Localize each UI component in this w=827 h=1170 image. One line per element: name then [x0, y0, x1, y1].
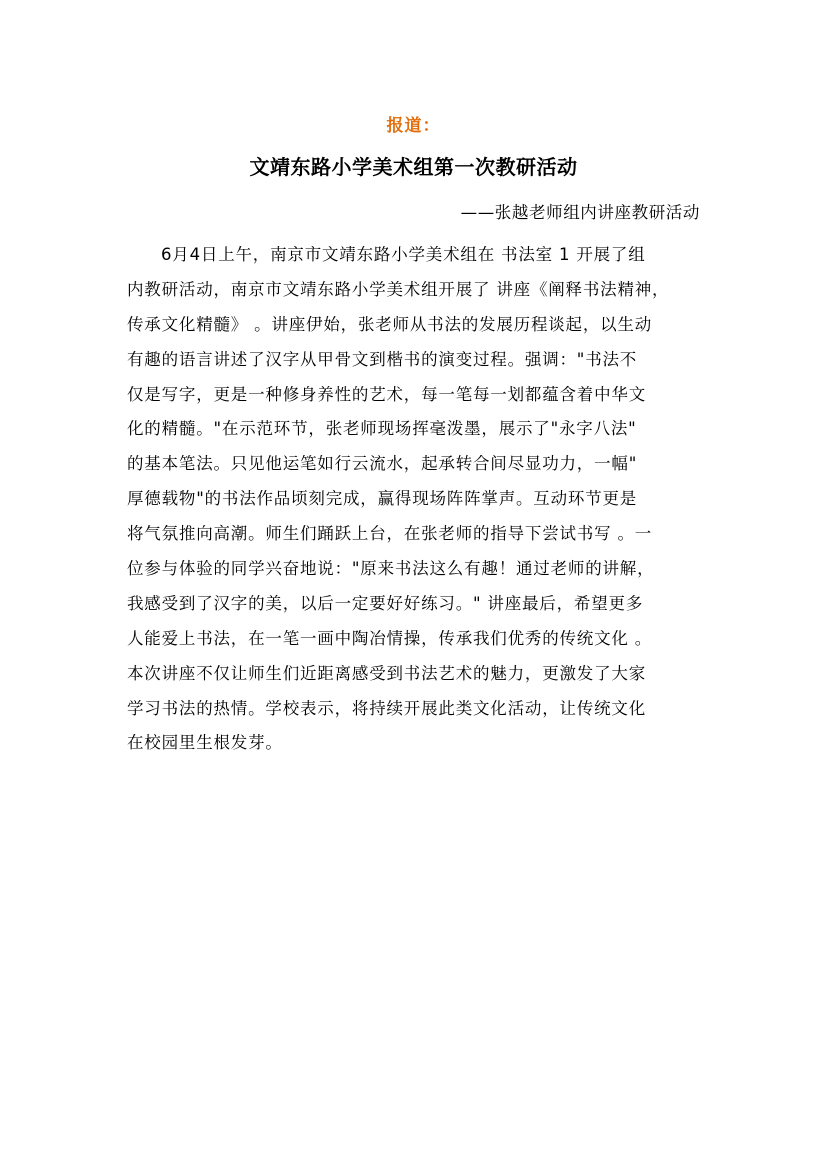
article-subtitle: ——张越老师组内讲座教研活动	[460, 203, 700, 222]
body-line: 厚德载物"的书法作品顷刻完成，赢得现场阵阵掌声。互动环节更是	[127, 489, 638, 509]
body-line: 人能爱上书法，在一笔一画中陶冶情操，传承我们优秀的传统文化 。	[127, 628, 653, 648]
article-title: 文靖东路小学美术组第一次教研活动	[249, 155, 578, 179]
body-line: 本次讲座不仅让师生们近距离感受到书法艺术的魅力，更激发了大家	[127, 663, 646, 683]
body-line: 仅是写字，更是一种修身养性的艺术，每一笔每一划都蕴含着中华文	[127, 384, 646, 404]
body-line: 的基本笔法。只见他运笔如行云流水，起承转合间尽显功力，一幅"	[127, 454, 638, 474]
article-body	[127, 238, 700, 761]
body-line: 位参与体验的同学兴奋地说："原来书法这么有趣！通过老师的讲解，	[127, 559, 655, 579]
body-line: 内教研活动，南京市文靖东路小学美术组开展了 讲座《阐释书法精神，	[127, 279, 670, 299]
body-line: 化的精髓。"在示范环节，张老师现场挥毫泼墨，展示了"永字八法"	[127, 419, 637, 439]
body-line: 学习书法的热情。学校表示，将持续开展此类文化活动，让传统文化	[127, 698, 646, 718]
report-label: 报道：	[386, 116, 441, 136]
body-line: 在校园里生根发芽。	[127, 733, 283, 753]
body-line: 传承文化精髓》 。讲座伊始，张老师从书法的发展历程谈起，以生动	[127, 314, 653, 334]
body-line: 有趣的语言讲述了汉字从甲骨文到楷书的演变过程。强调："书法不	[127, 349, 638, 369]
body-line: 我感受到了汉字的美，以后一定要好好练习。" 讲座最后，希望更多	[127, 593, 644, 613]
body-line: 将气氛推向高潮。师生们踊跃上台，在张老师的指导下尝试书写 。一	[127, 524, 653, 544]
body-line: 6月4日上午，南京市文靖东路小学美术组在 书法室 1 开展了组	[161, 245, 646, 264]
